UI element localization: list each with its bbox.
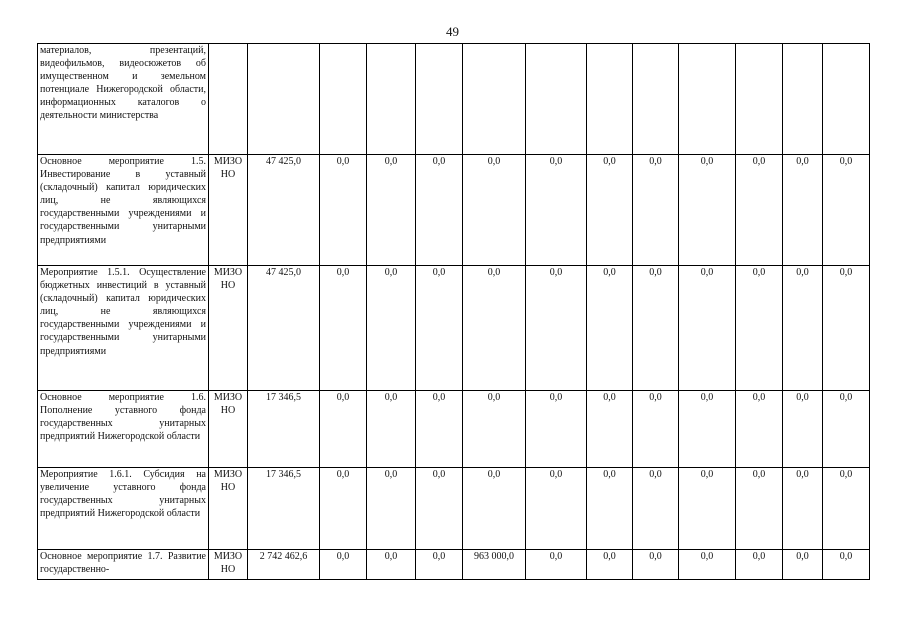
value-cell: 0,0 <box>736 550 783 580</box>
value-cell: 0,0 <box>736 266 783 391</box>
value-cell: 0,0 <box>679 266 736 391</box>
value-cell <box>526 44 587 155</box>
responsible-cell <box>209 44 248 155</box>
table-row <box>38 468 870 550</box>
value-cell: 2 742 462,6 <box>248 550 320 580</box>
value-cell <box>633 44 679 155</box>
value-cell: 0,0 <box>526 155 587 266</box>
value-cell: 0,0 <box>823 468 870 550</box>
value-cell: 0,0 <box>463 468 526 550</box>
activity-name-cell: материалов, презентаций, видеофильмов, видеосюжетов об имущественном и земельном потенциале Нижегородской области, информационных каталогов о деятельности министерства <box>38 44 209 155</box>
responsible-cell: МИЗО НО <box>209 550 248 580</box>
value-cell: 0,0 <box>783 266 823 391</box>
value-cell: 0,0 <box>416 155 463 266</box>
value-cell: 0,0 <box>736 155 783 266</box>
value-cell: 0,0 <box>679 468 736 550</box>
value-cell <box>416 44 463 155</box>
value-cell: 47 425,0 <box>248 155 320 266</box>
page-number: 49 <box>446 24 459 39</box>
value-cell: 0,0 <box>367 155 416 266</box>
table-row <box>38 550 870 580</box>
value-cell: 0,0 <box>736 391 783 468</box>
value-cell: 0,0 <box>823 266 870 391</box>
value-cell <box>736 44 783 155</box>
value-cell: 0,0 <box>367 468 416 550</box>
activity-name-cell: Мероприятие 1.5.1. Осуществление бюджетных инвестиций в уставный (складочный) капитал юридических лиц, не являющихся государственными учреждениями и государственными унитарными предприятиями <box>38 266 209 391</box>
value-cell <box>367 44 416 155</box>
activity-name-cell: Основное мероприятие 1.7. Развитие государственно- <box>38 550 209 580</box>
value-cell: 0,0 <box>783 155 823 266</box>
value-cell: 0,0 <box>416 266 463 391</box>
value-cell: 0,0 <box>823 155 870 266</box>
value-cell: 17 346,5 <box>248 468 320 550</box>
value-cell: 0,0 <box>416 550 463 580</box>
program-table <box>37 43 870 580</box>
table-row <box>38 44 870 155</box>
value-cell: 0,0 <box>823 391 870 468</box>
responsible-cell: МИЗО НО <box>209 468 248 550</box>
table-row <box>38 266 870 391</box>
value-cell: 0,0 <box>633 155 679 266</box>
activity-name-cell: Мероприятие 1.6.1. Субсидия на увеличение уставного фонда государственных унитарных предприятий Нижегородской области <box>38 468 209 550</box>
value-cell: 0,0 <box>463 391 526 468</box>
table-body <box>38 44 870 580</box>
responsible-cell: МИЗО НО <box>209 266 248 391</box>
value-cell: 0,0 <box>587 550 633 580</box>
value-cell: 0,0 <box>783 391 823 468</box>
value-cell: 0,0 <box>320 391 367 468</box>
value-cell: 47 425,0 <box>248 266 320 391</box>
value-cell: 0,0 <box>526 468 587 550</box>
value-cell: 0,0 <box>736 468 783 550</box>
value-cell: 0,0 <box>783 550 823 580</box>
value-cell: 0,0 <box>320 266 367 391</box>
value-cell: 0,0 <box>633 468 679 550</box>
responsible-cell: МИЗО НО <box>209 391 248 468</box>
value-cell: 0,0 <box>679 391 736 468</box>
value-cell <box>823 44 870 155</box>
value-cell: 17 346,5 <box>248 391 320 468</box>
value-cell <box>783 44 823 155</box>
table-row <box>38 391 870 468</box>
table-row <box>38 155 870 266</box>
value-cell: 0,0 <box>633 266 679 391</box>
value-cell <box>320 44 367 155</box>
value-cell: 0,0 <box>463 155 526 266</box>
value-cell: 0,0 <box>367 391 416 468</box>
value-cell <box>248 44 320 155</box>
value-cell: 0,0 <box>633 391 679 468</box>
value-cell: 0,0 <box>679 550 736 580</box>
value-cell: 0,0 <box>367 550 416 580</box>
value-cell: 0,0 <box>823 550 870 580</box>
value-cell: 0,0 <box>416 468 463 550</box>
value-cell: 0,0 <box>633 550 679 580</box>
value-cell: 0,0 <box>526 391 587 468</box>
value-cell: 0,0 <box>587 391 633 468</box>
value-cell: 0,0 <box>320 550 367 580</box>
responsible-cell: МИЗО НО <box>209 155 248 266</box>
activity-name-cell: Основное мероприятие 1.6. Пополнение уставного фонда государственных унитарных предприятий Нижегородской области <box>38 391 209 468</box>
value-cell: 0,0 <box>587 266 633 391</box>
value-cell: 0,0 <box>587 468 633 550</box>
value-cell: 0,0 <box>367 266 416 391</box>
value-cell: 0,0 <box>526 550 587 580</box>
value-cell: 963 000,0 <box>463 550 526 580</box>
value-cell: 0,0 <box>587 155 633 266</box>
value-cell <box>679 44 736 155</box>
value-cell <box>587 44 633 155</box>
value-cell: 0,0 <box>463 266 526 391</box>
value-cell: 0,0 <box>783 468 823 550</box>
value-cell: 0,0 <box>320 468 367 550</box>
value-cell <box>463 44 526 155</box>
value-cell: 0,0 <box>416 391 463 468</box>
value-cell: 0,0 <box>679 155 736 266</box>
activity-name-cell: Основное мероприятие 1.5. Инвестирование в уставный (складочный) капитал юридических лиц, не являющихся государственными учреждениями и государственными унитарными предприятиями <box>38 155 209 266</box>
value-cell: 0,0 <box>320 155 367 266</box>
value-cell: 0,0 <box>526 266 587 391</box>
